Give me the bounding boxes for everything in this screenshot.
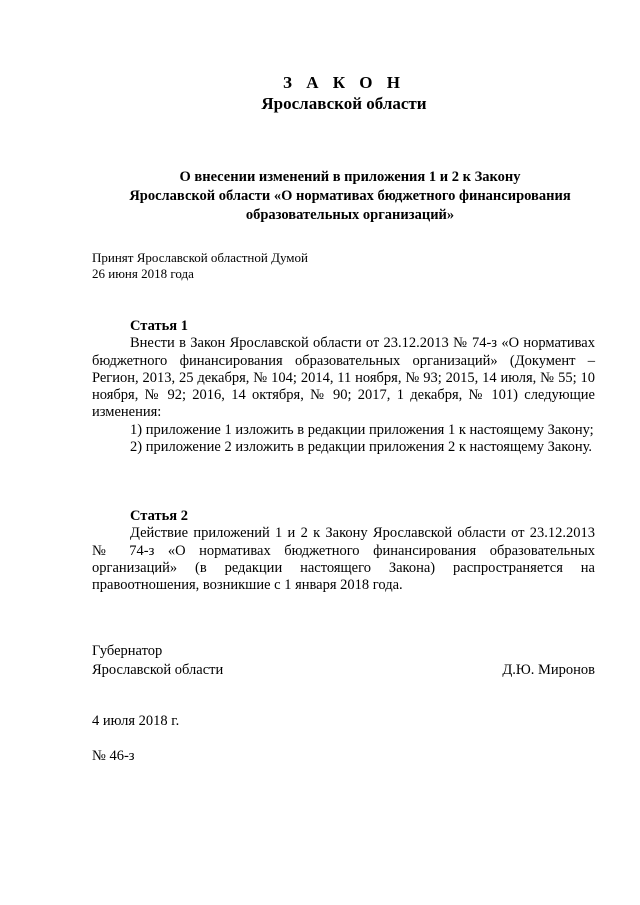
adopted-by: Принят Ярославской областной Думой: [92, 250, 308, 265]
article-1-item-2: 2) приложение 2 изложить в редакции приложения 2 к настоящему Закону.: [130, 439, 593, 456]
article-1-heading: Статья 1: [130, 318, 188, 334]
signature-block: [92, 642, 595, 680]
law-title-block: [0, 72, 640, 114]
signing-date: 4 июля 2018 г.: [92, 713, 180, 729]
signature-row: [92, 661, 595, 680]
article-2-paragraph: Действие приложений 1 и 2 к Закону Ярославской области от 23.12.2013 № 74-з «О нормативах бюджетного финансирования образовательных организаций» (в редакции настоящего Закона) распространяется на правоотношения, возникшие с 1 января 2018 года.: [92, 525, 595, 594]
adopted-date: 26 июня 2018 года: [92, 266, 194, 281]
subject-line-2: Ярославской области «О нормативах бюджетного финансирования: [129, 188, 571, 204]
article-1-item-1: 1) приложение 1 изложить в редакции приложения 1 к настоящему Закону;: [130, 421, 594, 438]
article-1: [92, 318, 595, 456]
law-number: № 46-з: [92, 748, 135, 764]
article-2-heading: Статья 2: [130, 508, 188, 524]
signer-position-line-2: Ярославской области: [92, 662, 224, 678]
adoption-note: [92, 250, 492, 282]
signer-name: Д.Ю. Миронов: [502, 662, 595, 678]
article-2: [92, 508, 595, 594]
signer-position-line-1: Губернатор: [92, 643, 163, 659]
law-title: З А К О Н: [282, 73, 406, 92]
article-1-paragraph: Внести в Закон Ярославской области от 23.12.2013 № 74-з «О нормативах бюджетного финансирования образовательных организаций» (Документ – Регион, 2013, 25 декабря, № 104; 2014, 11 ноября, № 93; 2015, 14 июля, № 55; 10 ноября, № 92; 2016, 14 октября, № 90; 2017, 1 декабря, № 101) следующие изменения:: [92, 335, 595, 421]
law-region: Ярославской области: [261, 94, 427, 113]
subject-line-1: О внесении изменений в приложения 1 и 2 к Закону: [179, 169, 521, 185]
law-subject: [110, 168, 590, 225]
subject-line-3: образовательных организаций»: [245, 207, 455, 223]
